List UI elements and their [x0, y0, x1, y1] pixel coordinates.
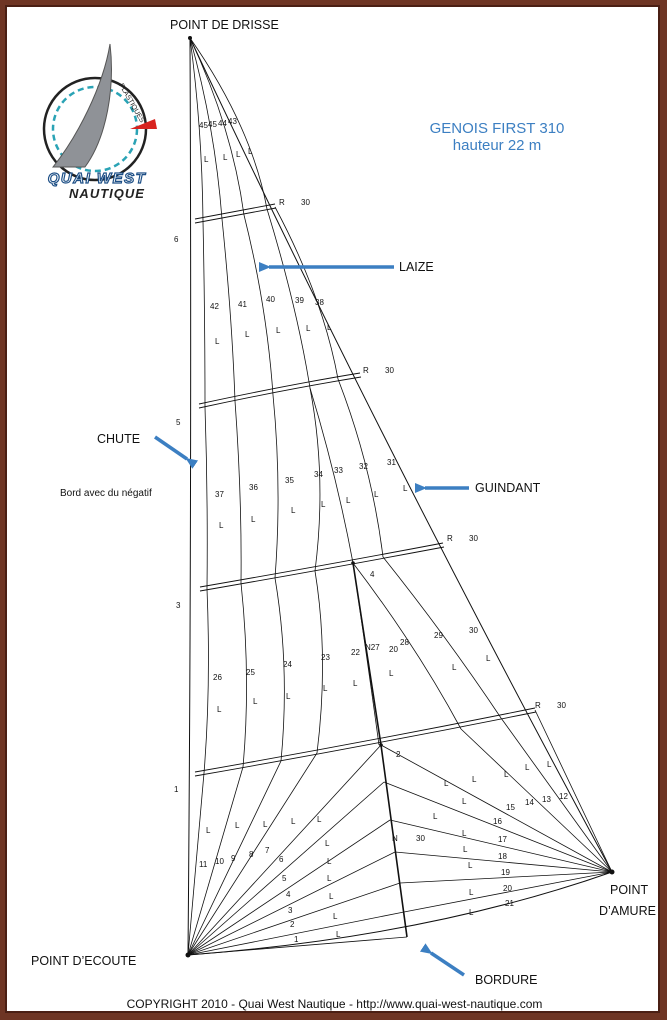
- guindant-label: GUINDANT: [475, 481, 541, 495]
- panel-l-marker: L: [333, 912, 338, 921]
- panel-number: 15: [506, 803, 515, 812]
- panel-number: 35: [285, 476, 294, 485]
- corner-points: [186, 36, 615, 958]
- panel-l-marker: L: [219, 521, 224, 530]
- panel-number: 2: [290, 920, 295, 929]
- panel-number: 13: [542, 795, 551, 804]
- logo-sail: [53, 44, 111, 167]
- panel-number: 6: [279, 855, 284, 864]
- panel-l-marker: L: [547, 760, 552, 769]
- panel-l-marker: L: [462, 829, 467, 838]
- bordure-arrow: [431, 953, 464, 975]
- logo-name-line1: QUAI WEST: [47, 170, 147, 187]
- panel-number: 24: [283, 660, 292, 669]
- panel-number: 25: [246, 668, 255, 677]
- r-value: 30: [557, 701, 566, 710]
- panel-l-marker: L: [263, 820, 268, 829]
- panel-l-marker: L: [462, 797, 467, 806]
- panel-l-marker: L: [321, 500, 326, 509]
- panel-l-marker: L: [327, 857, 332, 866]
- panel-number: 22: [351, 648, 360, 657]
- panel-number: 20: [389, 645, 398, 654]
- panel-l-marker: L: [504, 770, 509, 779]
- panel-number: 1: [294, 935, 299, 944]
- panel-number: 5: [282, 874, 287, 883]
- panel-number: 8: [249, 850, 254, 859]
- panel-number: 10: [215, 857, 224, 866]
- leech-mark-1: 1: [174, 785, 179, 794]
- r-mark: R: [535, 701, 541, 710]
- panel-l-marker: L: [444, 779, 449, 788]
- tack-radials: [381, 710, 612, 912]
- panel-l-marker: L: [469, 908, 474, 917]
- panel-number: 20: [503, 884, 512, 893]
- panel-number: 38: [315, 298, 324, 307]
- panel-number: 2: [396, 750, 401, 759]
- point-ecoute-label: POINT D’ECOUTE: [31, 954, 137, 968]
- panel-number: 30: [416, 834, 425, 843]
- panel-l-marker: L: [525, 763, 530, 772]
- panel-number: 37: [215, 490, 224, 499]
- panel-l-marker: L: [329, 892, 334, 901]
- clew-radials: [188, 745, 407, 955]
- r-value: 30: [301, 198, 310, 207]
- r-value: 30: [469, 534, 478, 543]
- panel-l-marker: L: [291, 817, 296, 826]
- panel-number: 21: [505, 899, 514, 908]
- panel-l-marker: L: [306, 324, 311, 333]
- panel-number: 19: [501, 868, 510, 877]
- panel-number: 40: [266, 295, 275, 304]
- panel-number: 45: [199, 121, 208, 130]
- panel-number: 42: [210, 302, 219, 311]
- sail-title: [402, 120, 592, 154]
- leech-mark-5: 5: [176, 418, 181, 427]
- laize-label: LAIZE: [399, 260, 434, 274]
- panel-l-marker: L: [245, 330, 250, 339]
- panel-number: 31: [387, 458, 396, 467]
- panel-l-marker: L: [325, 839, 330, 848]
- panel-l-marker: L: [204, 155, 209, 164]
- panel-number: 39: [295, 296, 304, 305]
- panel-l-marker: L: [468, 861, 473, 870]
- panel-number: 14: [525, 798, 534, 807]
- panel-l-marker: L: [217, 705, 222, 714]
- panel-number: 17: [498, 835, 507, 844]
- panel-number: 44: [218, 119, 227, 128]
- panel-number: 28: [400, 638, 409, 647]
- panel-number: 4: [286, 890, 291, 899]
- panel-l-marker: L: [223, 153, 228, 162]
- panel-number: N: [392, 834, 398, 843]
- bordure-label: BORDURE: [475, 973, 538, 987]
- logo-name-line2: NAUTIQUE: [69, 186, 145, 201]
- panel-number: 9: [231, 854, 236, 863]
- panel-number: 4: [370, 570, 375, 579]
- panel-number: 32: [359, 462, 368, 471]
- logo-arc-text: PLASTIQUES: [117, 82, 146, 125]
- chute-label: CHUTE: [97, 432, 141, 446]
- panel-l-marker: L: [433, 812, 438, 821]
- panel-number: 29: [434, 631, 443, 640]
- panel-number: 26: [213, 673, 222, 682]
- panel-number: N27: [365, 643, 380, 652]
- r-value: 30: [385, 366, 394, 375]
- panel-l-marker: L: [253, 697, 258, 706]
- r-mark: R: [279, 198, 285, 207]
- panel-number: 45: [208, 120, 217, 129]
- panel-l-marker: L: [452, 663, 457, 672]
- leech-edge: [188, 38, 191, 955]
- panel-l-marker: L: [323, 684, 328, 693]
- panel-l-marker: L: [276, 326, 281, 335]
- panel-number: 30: [469, 626, 478, 635]
- sail-title-line2: hauteur 22 m: [452, 137, 542, 154]
- panel-number: 7: [265, 846, 270, 855]
- panel-number: 41: [238, 300, 247, 309]
- panel-l-marker: L: [374, 490, 379, 499]
- sail-drawing: [7, 7, 662, 1015]
- panel-number: 18: [498, 852, 507, 861]
- panel-number: 36: [249, 483, 258, 492]
- leech-mark-3: 3: [176, 601, 181, 610]
- panel-number: 34: [314, 470, 323, 479]
- panel-number: 33: [334, 466, 343, 475]
- r-mark: R: [363, 366, 369, 375]
- panel-l-marker: L: [248, 147, 253, 156]
- panel-l-marker: L: [463, 845, 468, 854]
- panel-l-marker: L: [403, 484, 408, 493]
- panel-number: 43: [228, 117, 237, 126]
- panel-l-marker: L: [346, 496, 351, 505]
- panel-l-marker: L: [327, 323, 332, 332]
- panel-l-marker: L: [327, 874, 332, 883]
- panel-number: 12: [559, 792, 568, 801]
- copyright-footer: COPYRIGHT 2010 - Quai West Nautique - http://www.quai-west-nautique.com: [126, 997, 543, 1011]
- panel-l-marker: L: [251, 515, 256, 524]
- r-mark: R: [447, 534, 453, 543]
- sail-title-line1: GENOIS FIRST 310: [429, 120, 565, 137]
- quai-west-logo: [44, 44, 157, 201]
- sail-outline: [188, 38, 612, 955]
- bord-negatif-note: Bord avec du négatif: [60, 488, 152, 499]
- panel-number: 23: [321, 653, 330, 662]
- diagram-frame: [5, 5, 660, 1013]
- panel-number: 3: [288, 906, 293, 915]
- leech-mark-6: 6: [174, 235, 179, 244]
- panel-l-marker: L: [469, 888, 474, 897]
- panel-l-marker: L: [472, 775, 477, 784]
- panel-l-marker: L: [291, 506, 296, 515]
- point-amure-label-2: D’AMURE: [599, 904, 656, 918]
- panel-l-marker: L: [206, 826, 211, 835]
- panel-l-marker: L: [336, 930, 341, 939]
- panel-l-marker: L: [486, 654, 491, 663]
- panel-l-marker: L: [236, 150, 241, 159]
- panel-l-marker: L: [215, 337, 220, 346]
- point-de-drisse-label: POINT DE DRISSE: [170, 18, 279, 32]
- panel-l-marker: L: [286, 692, 291, 701]
- luff-edge: [190, 38, 612, 872]
- reinforcement-marks: [279, 198, 566, 710]
- leech-marks: [174, 235, 181, 794]
- panel-number: 11: [199, 860, 208, 869]
- panel-l-marker: L: [317, 815, 322, 824]
- panel-l-marker: L: [235, 821, 240, 830]
- panel-l-marker: L: [389, 669, 394, 678]
- panel-numbers: [199, 117, 568, 944]
- panel-number: 16: [493, 817, 502, 826]
- chute-arrow: [155, 437, 187, 459]
- point-amure-label-1: POINT: [610, 883, 649, 897]
- panel-l-marker: L: [353, 679, 358, 688]
